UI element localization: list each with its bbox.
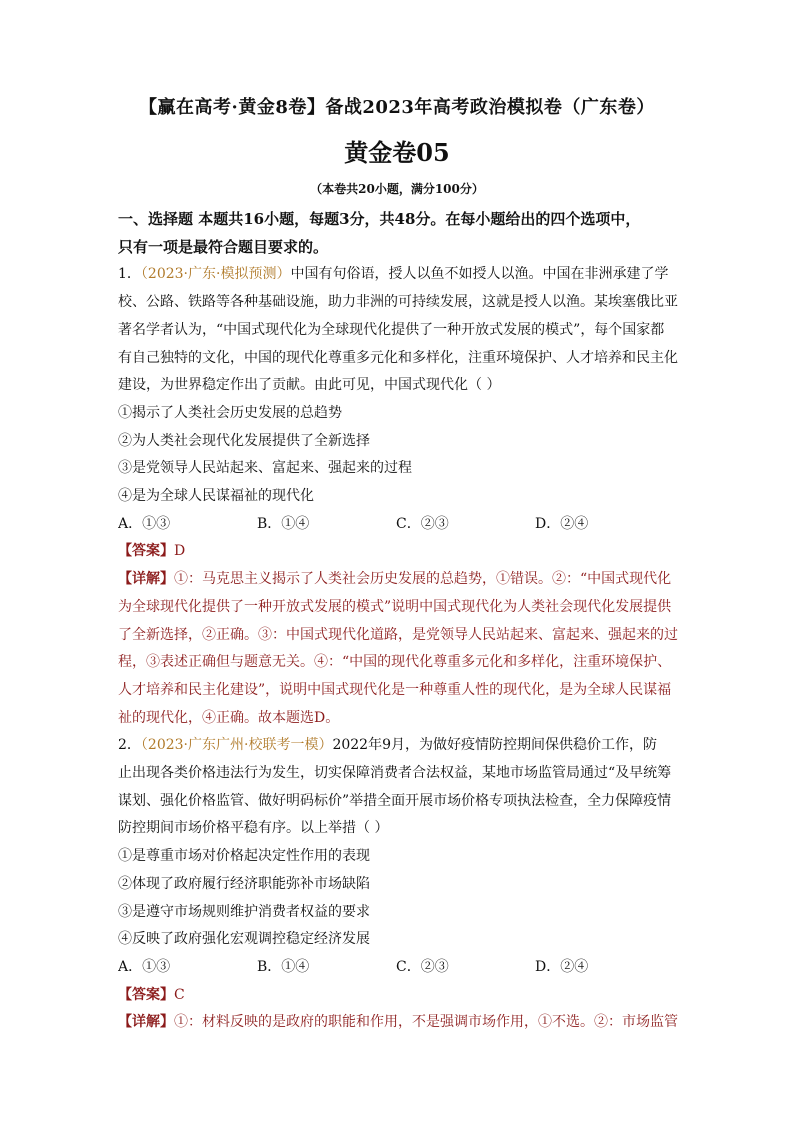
question-1-detail-line: 祉的现代化，④正确。故本题选D。 [118,709,340,726]
question-1-item: ④是为全球人民谋福祉的现代化 [118,488,314,505]
question-2-item: ②体现了政府履行经济职能弥补市场缺陷 [118,875,370,892]
question-2-item: ③是遵守市场规则维护消费者权益的要求 [118,903,370,920]
answer-value: D [174,543,186,560]
question-1-option-c: C．②③ [396,515,449,532]
question-1-detail-line: 程，③表述正确但与题意无关。④：“中国的现代化尊重多元化和多样化，注重环境保护、 [118,654,672,671]
question-2-item: ④反映了政府强化宏观调控稳定经济发展 [118,931,370,948]
answer-label: 【答案】 [118,543,174,560]
question-1-stem-line: 建设，为世界稳定作出了贡献。由此可见，中国式现代化（ ） [118,377,501,394]
question-1-stem-line-1: 1．（2023·广东·模拟预测）中国有句俗语，授人以鱼不如授人以渔。中国在非洲承建了学 [118,266,669,283]
question-2-stem-line: 防控期间市场价格平稳有序。以上举措（ ） [118,820,389,837]
question-1-item: ①揭示了人类社会历史发展的总趋势 [118,404,342,421]
question-1-detail-line: 人才培养和民主化建设”，说明中国式现代化是一种尊重人性的现代化，是为全球人民谋福 [118,681,672,698]
question-2-stem-line: 止出现各类价格违法行为发生，切实保障消费者合法权益，某地市场监管局通过“及早统筹 [118,765,672,782]
paper-note: （本卷共20小题，满分100分） [310,182,484,196]
question-2-item: ①是尊重市场对价格起决定性作用的表现 [118,848,370,865]
question-2-answer [118,982,680,1010]
question-2-option-b: B．①④ [257,958,310,975]
question-1-options [118,511,680,539]
detail-label: 【详解】 [118,1014,174,1031]
question-1-detail-line: 为全球现代化提供了一种开放式发展的模式”说明中国式现代化为人类社会现代化发展提供 [118,598,672,615]
question-2-stem-line-1: 2．（2023·广东广州·校联考一模）2022年9月，为做好疫情防控期间保供稳价工作，防 [118,737,657,754]
exam-series-title: 【赢在高考·黄金8卷】备战2023年高考政治模拟卷（广东卷） [139,97,655,118]
question-1-number: 1． [118,266,141,283]
question-1-option-a: A．①③ [118,515,171,532]
question-1-detail-line-1: 【详解】①：马克思主义揭示了人类社会历史发展的总趋势，①错误。②：“中国式现代化 [118,571,672,588]
section-heading-line-1: 一、选择题 本题共16小题，每题3分，共48分。在每小题给出的四个选项中， [118,210,641,228]
question-2-options [118,954,680,982]
section-heading-line-2: 只有一项是最符合题目要求的。 [118,237,329,256]
question-1-stem-line: 校、公路、铁路等各种基础设施，助力非洲的可持续发展，这就是授人以渔。某埃塞俄比亚 [118,294,678,311]
paper-title: 黄金卷05 [344,138,450,167]
question-1-item: ③是党领导人民站起来、富起来、强起来的过程 [118,460,412,477]
question-1-option-b: B．①④ [257,515,310,532]
question-1-detail-line: 了全新选择，②正确。③：中国式现代化道路，是党领导人民站起来、富起来、强起来的过 [118,626,678,643]
question-1 [118,261,680,732]
answer-value: C [174,986,185,1003]
question-1-option-d: D．②④ [535,515,589,532]
question-2-number: 2． [118,737,141,754]
paper-content [118,206,680,1037]
question-2-option-a: A．①③ [118,958,171,975]
question-2-source: （2023·广东广州·校联考一模） [140,737,333,754]
question-1-answer [118,538,680,566]
question-1-source: （2023·广东·模拟预测） [140,266,291,283]
question-2-stem-line: 谋划、强化价格监管、做好明码标价”举措全面开展市场价格专项执法检查，全力保障疫情 [118,792,672,809]
answer-label: 【答案】 [118,986,174,1003]
question-1-item: ②为人类社会现代化发展提供了全新选择 [118,432,370,449]
question-1-stem-line: 有自己独特的文化，中国的现代化尊重多元化和多样化，注重环境保护、人才培养和民主化 [118,349,678,366]
question-1-stem-line: 著名学者认为，“中国式现代化为全球现代化提供了一种开放式发展的模式”，每个国家都 [118,321,665,338]
question-2 [118,732,680,1037]
detail-label: 【详解】 [118,571,174,588]
question-2-option-d: D．②④ [535,958,589,975]
question-2-option-c: C．②③ [396,958,449,975]
question-2-detail-line-1: 【详解】①：材料反映的是政府的职能和作用，不是强调市场作用，①不选。②：市场监管 [118,1014,678,1031]
